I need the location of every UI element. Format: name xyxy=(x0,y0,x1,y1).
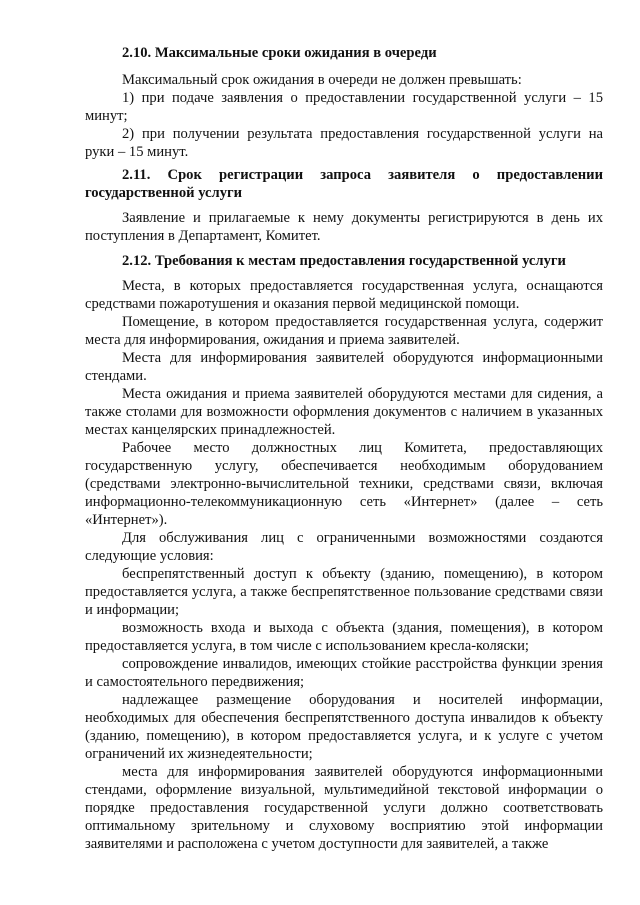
section-2-10 xyxy=(85,44,603,161)
section-heading: 2.10. Максимальные сроки ожидания в очереди xyxy=(122,45,437,61)
paragraph: Места для информирования заявителей оборудуются информационными стендами. xyxy=(85,350,603,384)
document-body xyxy=(85,40,603,853)
paragraph: 1) при подаче заявления о предоставлении государственной услуги – 15 минут; xyxy=(85,90,603,124)
paragraph: Для обслуживания лиц с ограниченными возможностями создаются следующие условия: xyxy=(85,530,603,564)
paragraph: 2) при получении результата предоставления государственной услуги на руки – 15 минут. xyxy=(85,126,603,160)
paragraph: Рабочее место должностных лиц Комитета, предоставляющих государственную услугу, обеспечивается необходимым оборудованием (средствами электронно-вычислительной техники, средствами связи, включая информационно-телекоммуникационную сеть «Интернет» (далее – сеть «Интернет»). xyxy=(85,440,603,528)
paragraph: Места ожидания и приема заявителей оборудуются местами для сидения, а также столами для возможности оформления документов с наличием в указанных местах канцелярских принадлежностей. xyxy=(85,386,603,438)
list-item: возможность входа и выхода с объекта (здания, помещения), в котором предоставляется услуга, в том числе с использованием кресла-коляски; xyxy=(85,620,603,654)
list-item: сопровождение инвалидов, имеющих стойкие расстройства функции зрения и самостоятельного передвижения; xyxy=(85,656,603,690)
list-item: беспрепятственный доступ к объекту (зданию, помещению), в котором предоставляется услуга, а также беспрепятственное пользование средствами связи и информации; xyxy=(85,566,603,618)
paragraph: Места, в которых предоставляется государственная услуга, оснащаются средствами пожаротушения и оказания первой медицинской помощи. xyxy=(85,278,603,312)
section-heading: 2.11. Срок регистрации запроса заявителя о предоставлении государственной услуги xyxy=(85,167,603,201)
paragraph: Заявление и прилагаемые к нему документы регистрируются в день их поступления в Департамент, Комитет. xyxy=(85,210,603,244)
section-2-12 xyxy=(85,252,603,853)
section-heading: 2.12. Требования к местам предоставления государственной услуги xyxy=(122,253,566,269)
section-2-11 xyxy=(85,166,603,245)
paragraph: Максимальный срок ожидания в очереди не должен превышать: xyxy=(122,72,522,88)
list-item: надлежащее размещение оборудования и носителей информации, необходимых для обеспечения беспрепятственного доступа инвалидов к объекту (зданию, помещению), в котором предоставляется услуга, и к услуге с учетом ограничений их жизнедеятельности; xyxy=(85,692,603,762)
paragraph: Помещение, в котором предоставляется государственная услуга, содержит места для информирования, ожидания и приема заявителей. xyxy=(85,314,603,348)
list-item: места для информирования заявителей оборудуются информационными стендами, оформление визуальной, мультимедийной текстовой информации о порядке предоставления государственной услуги должно соответствовать оптимальному зрительному и слуховому восприятию этой информации заявителями и расположена с учетом доступности для заявителей, а также xyxy=(85,764,603,852)
